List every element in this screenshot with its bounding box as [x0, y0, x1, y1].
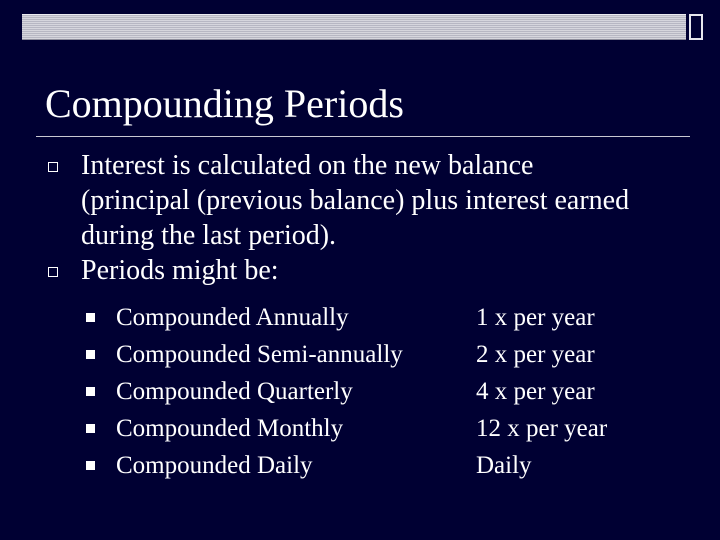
filled-square-bullet-icon — [86, 461, 95, 470]
period-label: Compounded Daily — [116, 452, 313, 479]
bullet-item — [45, 148, 645, 253]
bullet-text: Interest is calculated on the new balance (principal (previous balance) plus interest earned during the last period). — [81, 150, 630, 251]
filled-square-bullet-icon — [86, 313, 95, 322]
period-frequency: 2 x per year — [476, 341, 595, 368]
period-row — [86, 410, 686, 447]
bullet-list — [45, 148, 645, 288]
bullet-item — [45, 253, 645, 288]
compounding-period-list — [86, 299, 686, 484]
period-frequency: 4 x per year — [476, 378, 595, 405]
decorative-header-bar — [22, 14, 686, 40]
period-row — [86, 373, 686, 410]
period-frequency: 1 x per year — [476, 304, 595, 331]
filled-square-bullet-icon — [86, 424, 95, 433]
decorative-header-square — [689, 14, 703, 40]
bullet-text: Periods might be: — [81, 255, 279, 286]
title-divider — [36, 136, 690, 137]
hollow-square-bullet-icon — [48, 162, 58, 172]
period-label: Compounded Monthly — [116, 415, 344, 442]
period-frequency: Daily — [476, 452, 532, 479]
period-label: Compounded Annually — [116, 304, 349, 331]
period-label: Compounded Semi-annually — [116, 341, 403, 368]
period-row — [86, 299, 686, 336]
period-row — [86, 336, 686, 373]
period-row — [86, 447, 686, 484]
period-label: Compounded Quarterly — [116, 378, 353, 405]
slide-title: Compounding Periods — [45, 81, 404, 126]
period-frequency: 12 x per year — [476, 415, 608, 442]
filled-square-bullet-icon — [86, 350, 95, 359]
filled-square-bullet-icon — [86, 387, 95, 396]
hollow-square-bullet-icon — [48, 267, 58, 277]
